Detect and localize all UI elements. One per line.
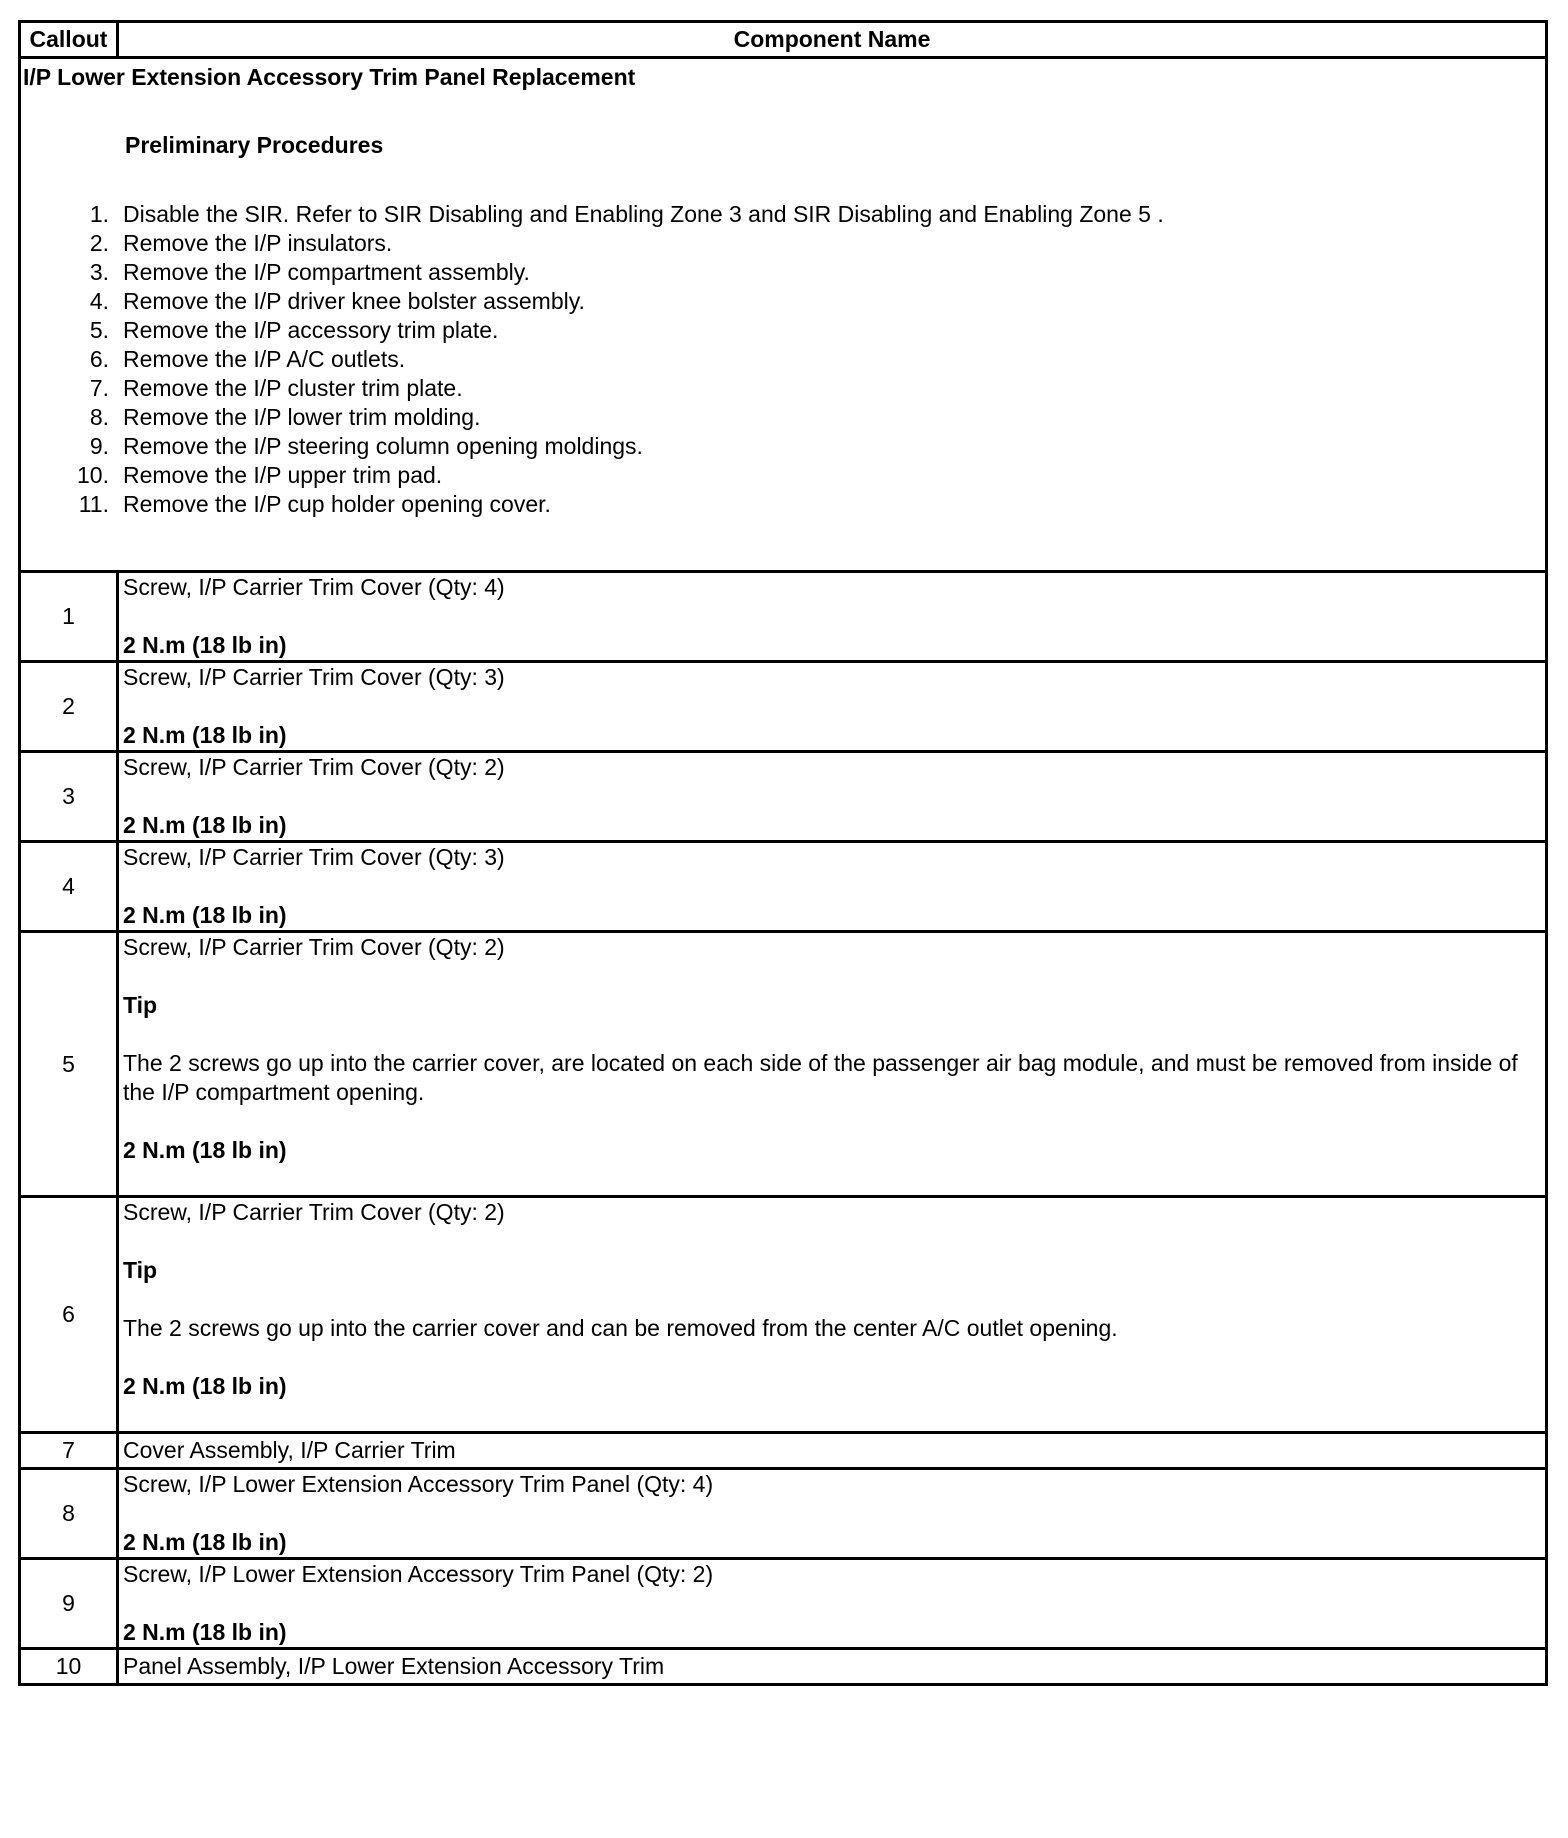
table-row: [20, 842, 1547, 932]
torque-spec: 2 N.m (18 lb in): [123, 1619, 287, 1645]
tip-label: Tip: [123, 992, 158, 1018]
component-cell: [118, 932, 1547, 1197]
step-text: Remove the I/P driver knee bolster assembly.: [123, 288, 585, 314]
step-item: [23, 258, 1541, 287]
step-number: 8.: [89, 404, 109, 430]
step-item: [23, 432, 1541, 461]
callout-number: 9: [20, 1559, 118, 1649]
component-name: Screw, I/P Lower Extension Accessory Trim Panel (Qty: 4): [123, 1471, 714, 1497]
component-name: Screw, I/P Carrier Trim Cover (Qty: 2): [123, 1199, 505, 1225]
step-number: 6.: [89, 346, 109, 372]
callout-number: 5: [20, 932, 118, 1197]
component-name: Screw, I/P Carrier Trim Cover (Qty: 2): [123, 754, 505, 780]
table-row: [20, 1197, 1547, 1433]
torque-spec: 2 N.m (18 lb in): [123, 1529, 287, 1555]
header-callout: Callout: [20, 22, 118, 58]
table-row: [20, 932, 1547, 1197]
step-number: 2.: [89, 230, 109, 256]
step-number: 9.: [89, 433, 109, 459]
table-row: [20, 752, 1547, 842]
step-text: Disable the SIR. Refer to SIR Disabling and Enabling Zone 3 and SIR Disabling and Enabling Zone 5 .: [123, 201, 1164, 227]
torque-spec: 2 N.m (18 lb in): [123, 812, 287, 838]
table-row: [20, 1559, 1547, 1649]
preliminary-steps: [23, 200, 1541, 519]
table-row: [20, 572, 1547, 662]
table-row: [20, 1469, 1547, 1559]
step-text: Remove the I/P accessory trim plate.: [123, 317, 499, 343]
torque-spec: 2 N.m (18 lb in): [123, 1137, 287, 1163]
callout-number: 6: [20, 1197, 118, 1433]
component-name: Cover Assembly, I/P Carrier Trim: [118, 1433, 1547, 1469]
step-item: [23, 345, 1541, 374]
component-name: Screw, I/P Lower Extension Accessory Trim Panel (Qty: 2): [123, 1561, 714, 1587]
component-cell: [118, 572, 1547, 662]
table-row: [20, 1649, 1547, 1685]
callout-number: 10: [20, 1649, 118, 1685]
torque-spec: 2 N.m (18 lb in): [123, 902, 287, 928]
step-item: [23, 316, 1541, 345]
step-text: Remove the I/P cup holder opening cover.: [123, 491, 551, 517]
header-component-name: Component Name: [118, 22, 1547, 58]
component-name: Screw, I/P Carrier Trim Cover (Qty: 3): [123, 844, 505, 870]
component-name: Screw, I/P Carrier Trim Cover (Qty: 2): [123, 934, 505, 960]
callout-number: 2: [20, 662, 118, 752]
component-cell: [118, 1559, 1547, 1649]
torque-spec: 2 N.m (18 lb in): [123, 632, 287, 658]
header-row: [20, 22, 1547, 58]
callout-number: 1: [20, 572, 118, 662]
component-cell: [118, 842, 1547, 932]
step-text: Remove the I/P cluster trim plate.: [123, 375, 463, 401]
document: [18, 20, 1548, 1686]
step-text: Remove the I/P steering column opening moldings.: [123, 433, 643, 459]
tip-label: Tip: [123, 1257, 158, 1283]
step-number: 3.: [89, 259, 109, 285]
section-cell: [20, 58, 1547, 572]
step-item: [23, 200, 1541, 229]
step-item: [23, 461, 1541, 490]
component-cell: [118, 662, 1547, 752]
component-name: Screw, I/P Carrier Trim Cover (Qty: 3): [123, 664, 505, 690]
torque-spec: 2 N.m (18 lb in): [123, 1373, 287, 1399]
step-number: 7.: [89, 375, 109, 401]
preliminary-title: Preliminary Procedures: [125, 132, 384, 158]
callout-number: 8: [20, 1469, 118, 1559]
tip-text: The 2 screws go up into the carrier cover and can be removed from the center A/C outlet opening.: [123, 1315, 1118, 1341]
component-name: Panel Assembly, I/P Lower Extension Accessory Trim: [118, 1649, 1547, 1685]
step-item: [23, 229, 1541, 258]
step-item: [23, 374, 1541, 403]
step-number: 10.: [77, 462, 109, 488]
table-row: [20, 662, 1547, 752]
step-number: 11.: [78, 491, 109, 517]
step-item: [23, 287, 1541, 316]
step-number: 5.: [89, 317, 109, 343]
component-table: [18, 20, 1548, 1686]
component-cell: [118, 1469, 1547, 1559]
step-text: Remove the I/P A/C outlets.: [123, 346, 406, 372]
step-text: Remove the I/P lower trim molding.: [123, 404, 481, 430]
tip-text: The 2 screws go up into the carrier cover, are located on each side of the passenger air bag module, and must be removed from inside of the I/P compartment opening.: [123, 1050, 1518, 1105]
component-cell: [118, 1197, 1547, 1433]
section-title: I/P Lower Extension Accessory Trim Panel Replacement: [23, 64, 636, 90]
step-text: Remove the I/P insulators.: [123, 230, 393, 256]
section-row: [20, 58, 1547, 572]
step-number: 1.: [89, 201, 109, 227]
step-number: 4.: [89, 288, 109, 314]
step-text: Remove the I/P compartment assembly.: [123, 259, 530, 285]
callout-number: 7: [20, 1433, 118, 1469]
callout-number: 4: [20, 842, 118, 932]
torque-spec: 2 N.m (18 lb in): [123, 722, 287, 748]
step-item: [23, 490, 1541, 519]
step-text: Remove the I/P upper trim pad.: [123, 462, 443, 488]
callout-number: 3: [20, 752, 118, 842]
component-name: Screw, I/P Carrier Trim Cover (Qty: 4): [123, 574, 505, 600]
table-row: [20, 1433, 1547, 1469]
component-cell: [118, 752, 1547, 842]
step-item: [23, 403, 1541, 432]
